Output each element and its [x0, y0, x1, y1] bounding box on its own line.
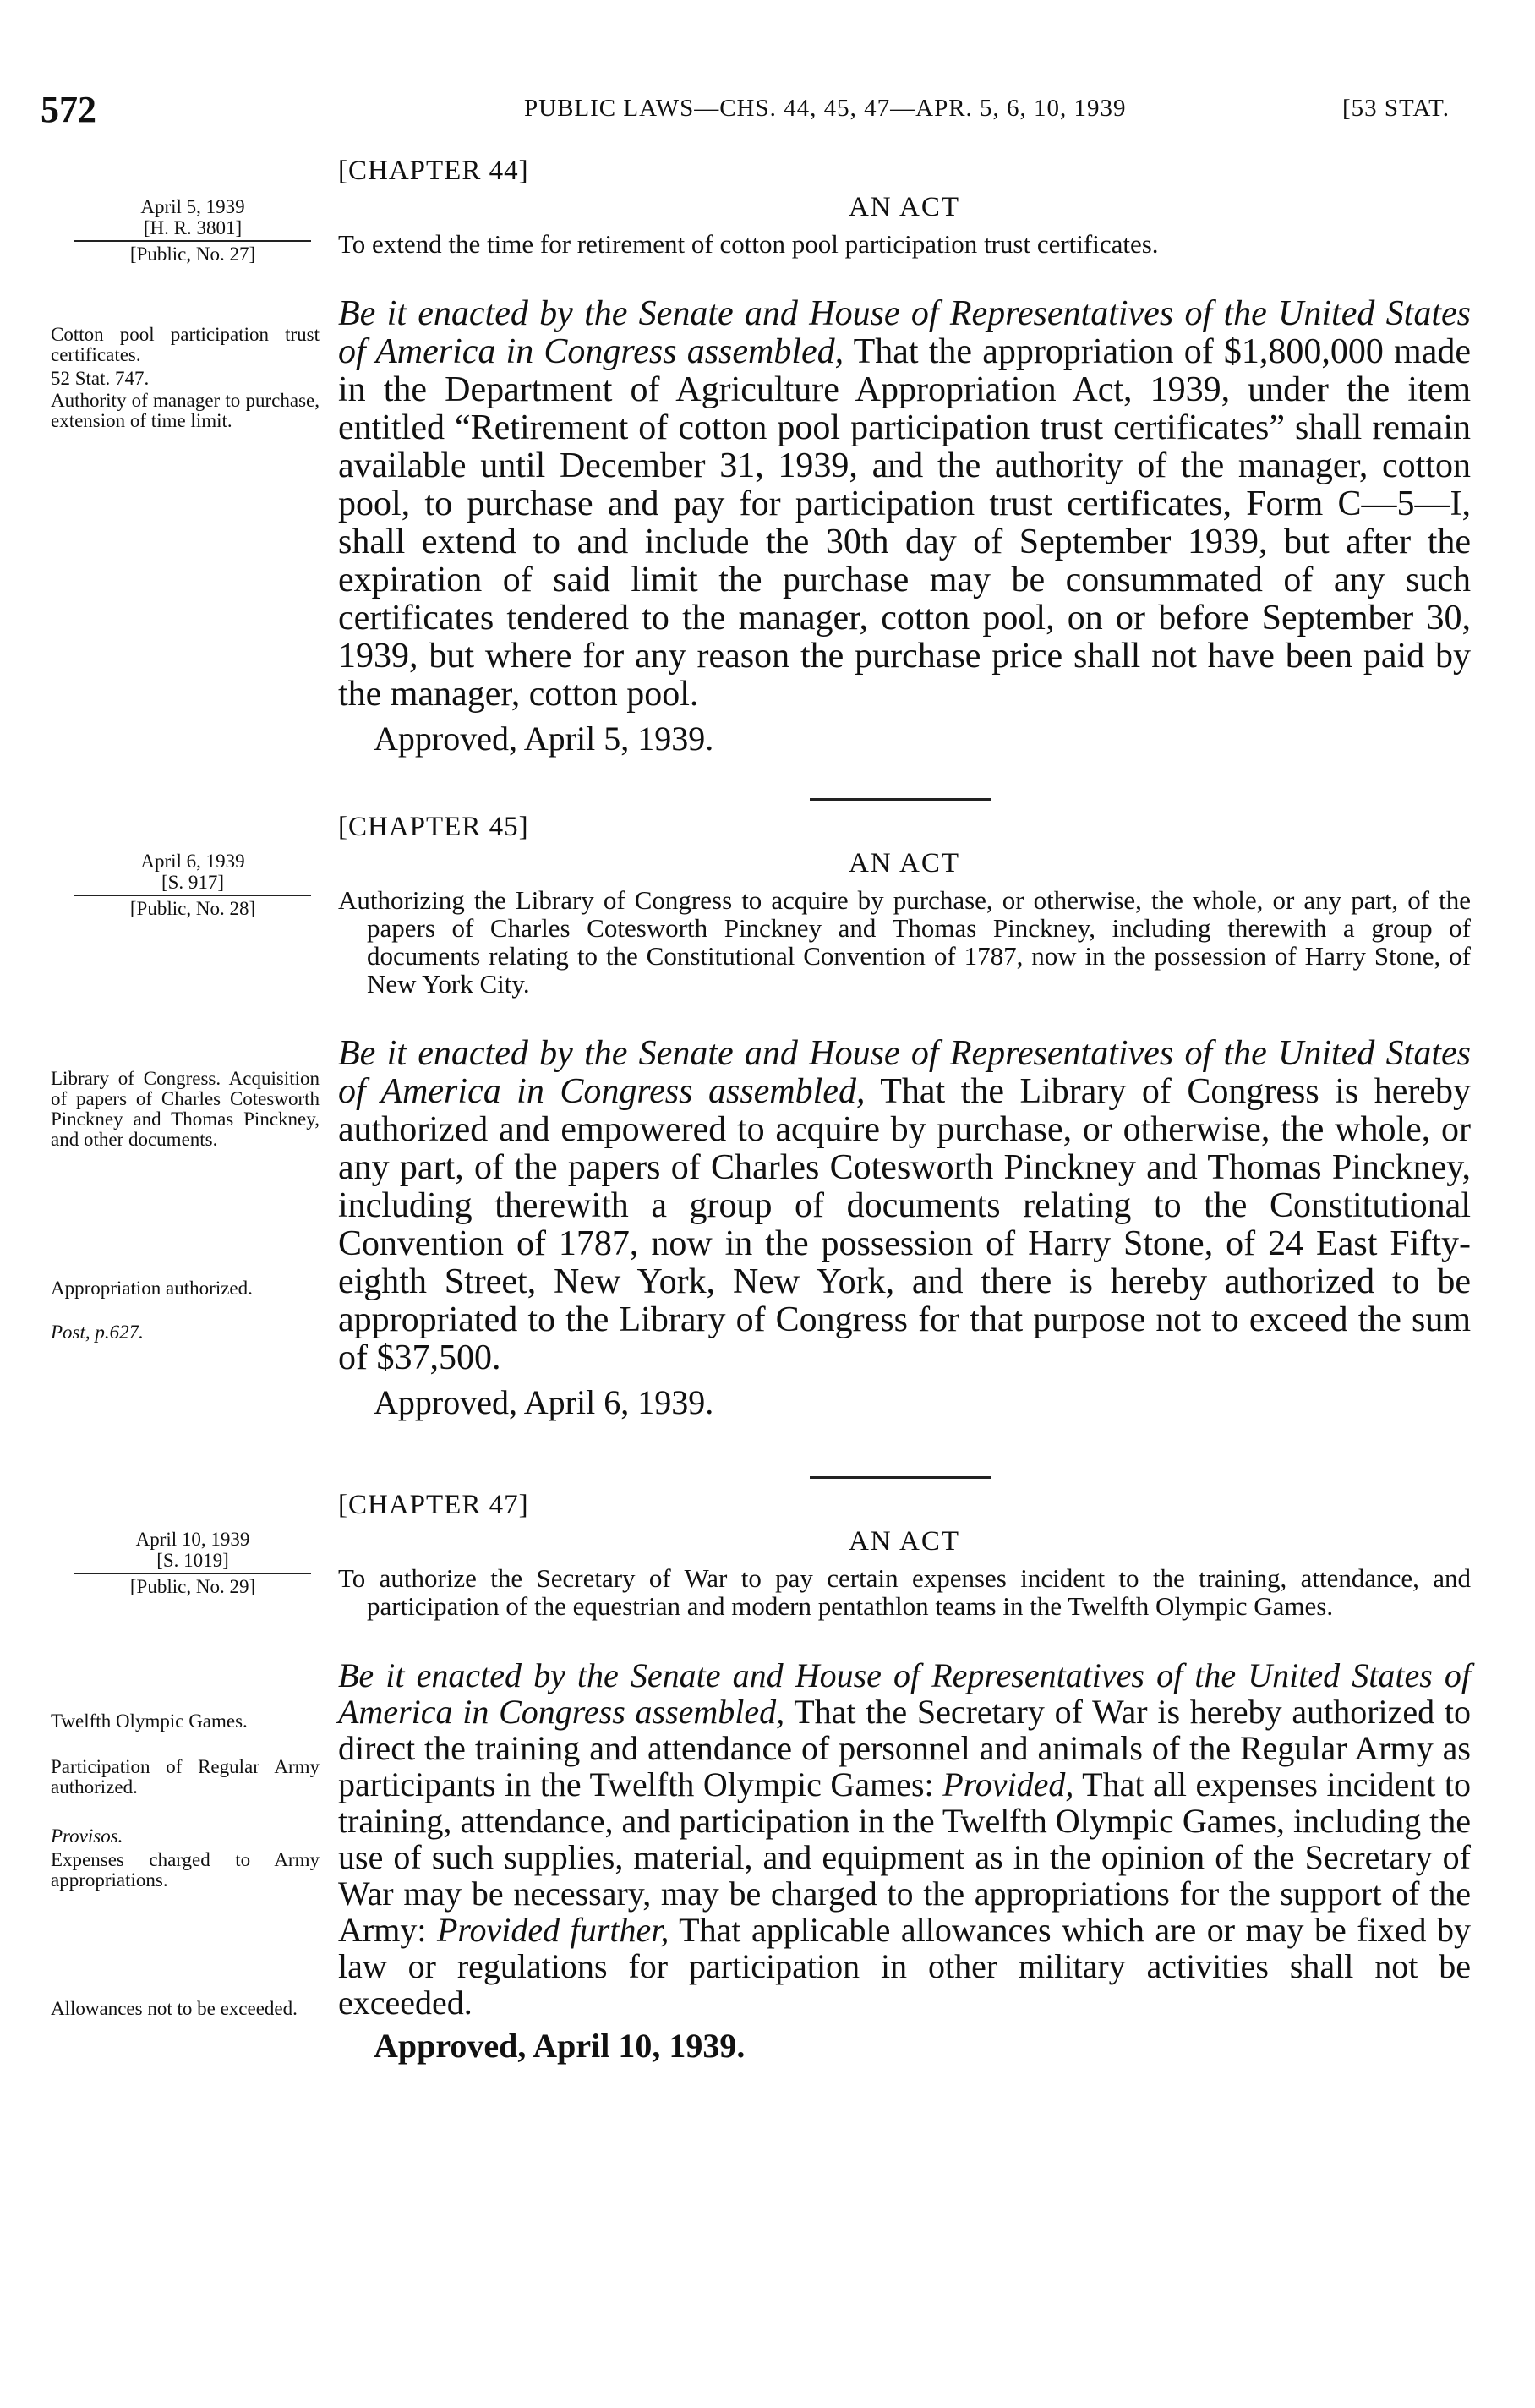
ch45-bill-number: [S. 917]	[161, 872, 225, 893]
ch47-margin-note-expenses: Expenses charged to Army appropriations.	[51, 1849, 320, 1891]
ch47-approval-date: April 10, 1939	[135, 1529, 250, 1550]
ch47-enacting-clause: Be it enacted by the Senate and House of Representatives of the United States of America in Congress assembled,	[338, 1656, 1471, 1731]
ch45-label: [CHAPTER 45]	[338, 812, 529, 842]
ch44-label: [CHAPTER 44]	[338, 156, 529, 186]
ch45-act-title: Authorizing the Library of Congress to acquire by purchase, or otherwise, the whole, or any part, of the papers of Charles Cotesworth Pinckney and Thomas Pinckney, including therewith a group of documents relating to the Constitutional Convention of 1787, now in the possession of Harry Stone, of New York City.	[338, 885, 1471, 999]
ch45-act-heading: AN ACT	[848, 848, 961, 878]
chapter-45	[338, 812, 1471, 1422]
ch47-body-part-b: That all expenses incident to training, attendance, and participation in the Twelfth Olympic Games, including the use of such supplies, material, and equipment as in the opinion of the Secretary of War may be necessary, may be charged to the appropriations for the support of the Army:	[338, 1765, 1472, 1949]
ch47-approved: Approved, April 10, 1939.	[374, 2027, 746, 2065]
page-number: 572	[41, 89, 96, 130]
ch45-margin-citation	[66, 851, 320, 919]
ch44-act-body	[338, 295, 1471, 714]
running-head: PUBLIC LAWS—CHS. 44, 45, 47—APR. 5, 6, 10, 1939	[524, 95, 1127, 122]
ch45-act-body	[338, 1035, 1471, 1377]
ch47-label: [CHAPTER 47]	[338, 1490, 529, 1520]
ch44-body-text: That the appropriation of $1,800,000 made in the Department of Agriculture Appropriation Act, 1939, under the item entitled “Retirement of cotton pool participation trust certificates” shall remain available until December 31, 1939, and the authority of the manager, cotton pool, to purchase and pay for participation trust certificates, Form C—5—I, shall extend to and include the 30th day of September 1939, but after the expiration of said limit the purchase may be consummated of any such certificates tendered to the manager, cotton pool, on or before September 30, 1939, but where for any reason the purchase price shall not have been paid by the manager, cotton pool.	[338, 332, 1471, 714]
ch47-body-part-a: That the Secretary of War is hereby authorized to direct the training and attendance of personnel and animals of the Regular Army as participants in the Twelfth Olympic Games:	[338, 1693, 1471, 1803]
ch47-provided: Provided,	[942, 1765, 1074, 1803]
ch47-margin-rule	[74, 1573, 311, 1574]
ch45-margin-note-appropriation: Appropriation authorized.	[51, 1278, 253, 1299]
section-divider	[810, 1476, 991, 1479]
ch45-margin-note-post	[51, 1322, 320, 1343]
ch47-margin-note-allowances: Allowances not to be exceeded.	[51, 1998, 298, 2019]
ch45-public-law-number: [Public, No. 28]	[129, 898, 256, 919]
ch44-bill-number: [H. R. 3801]	[143, 217, 243, 238]
ch44-margin-citation	[66, 196, 320, 265]
chapter-44	[338, 156, 1471, 758]
ch47-act-body	[338, 1657, 1471, 2021]
ch47-provisos-label: Provisos.	[51, 1825, 123, 1847]
statutes-volume-reference: [53 STAT.	[1342, 95, 1450, 122]
ch44-margin-note-stat: 52 Stat. 747.	[51, 368, 150, 389]
ch44-act-title: To extend the time for retirement of cotton pool participation trust certificates.	[338, 229, 1159, 259]
ch44-public-law-number: [Public, No. 27]	[129, 244, 256, 265]
ch44-enacting-clause: Be it enacted by the Senate and House of Representatives of the United States of America in Congress assembled,	[338, 294, 1471, 371]
ch44-act-heading: AN ACT	[848, 192, 961, 222]
ch47-margin-note-games: Twelfth Olympic Games.	[51, 1710, 248, 1732]
chapter-47	[338, 1490, 1471, 2066]
ch47-margin-note-provisos	[51, 1826, 320, 1847]
ch47-margin-note-participation: Participation of Regular Army authorized.	[51, 1756, 320, 1798]
ch45-margin-note-library: Library of Congress. Acquisition of papers of Charles Cotesworth Pinckney and Thomas Pinckney, and other documents.	[51, 1068, 320, 1150]
ch45-body-text: That the Library of Congress is hereby authorized and empowered to acquire by purchase, or otherwise, the whole, or any part, of the papers of Charles Cotesworth Pinckney and Thomas Pinckney, including therewith a group of documents relating to the Constitutional Convention of 1787, now in the possession of Harry Stone, of 24 East Fifty-eighth Street, New York, New York, and there is hereby authorized to be appropriated to the Library of Congress for that purpose not to exceed the sum of $37,500.	[338, 1072, 1471, 1377]
ch45-approval-date: April 6, 1939	[140, 851, 245, 872]
ch47-public-law-number: [Public, No. 29]	[129, 1576, 256, 1597]
ch44-approval-date: April 5, 1939	[140, 196, 245, 217]
ch47-margin-citation	[66, 1529, 320, 1597]
ch47-act-heading: AN ACT	[848, 1526, 961, 1557]
ch47-body-part-c: That applicable allowances which are or may be fixed by law or regulations for participation in other military activities shall not be exceeded.	[338, 1911, 1472, 2022]
section-divider	[810, 798, 991, 801]
ch45-post-reference: Post, p.627.	[51, 1322, 144, 1343]
ch44-margin-note-cotton: Cotton pool participation trust certificates.	[51, 324, 320, 365]
ch47-provided-further: Provided further,	[436, 1911, 669, 1949]
ch44-margin-note-authority: Authority of manager to purchase, extension of time limit.	[51, 390, 320, 431]
ch45-margin-rule	[74, 895, 311, 896]
ch45-approved: Approved, April 6, 1939.	[374, 1383, 714, 1421]
ch45-enacting-clause: Be it enacted by the Senate and House of Representatives of the United States of America in Congress assembled,	[338, 1034, 1471, 1111]
ch47-bill-number: [S. 1019]	[156, 1550, 229, 1571]
ch44-approved: Approved, April 5, 1939.	[374, 720, 714, 758]
ch44-margin-rule	[74, 240, 311, 242]
ch47-act-title: To authorize the Secretary of War to pay certain expenses incident to the training, attendance, and participation of the equestrian and modern pentathlon teams in the Twelfth Olympic Games.	[338, 1563, 1471, 1621]
